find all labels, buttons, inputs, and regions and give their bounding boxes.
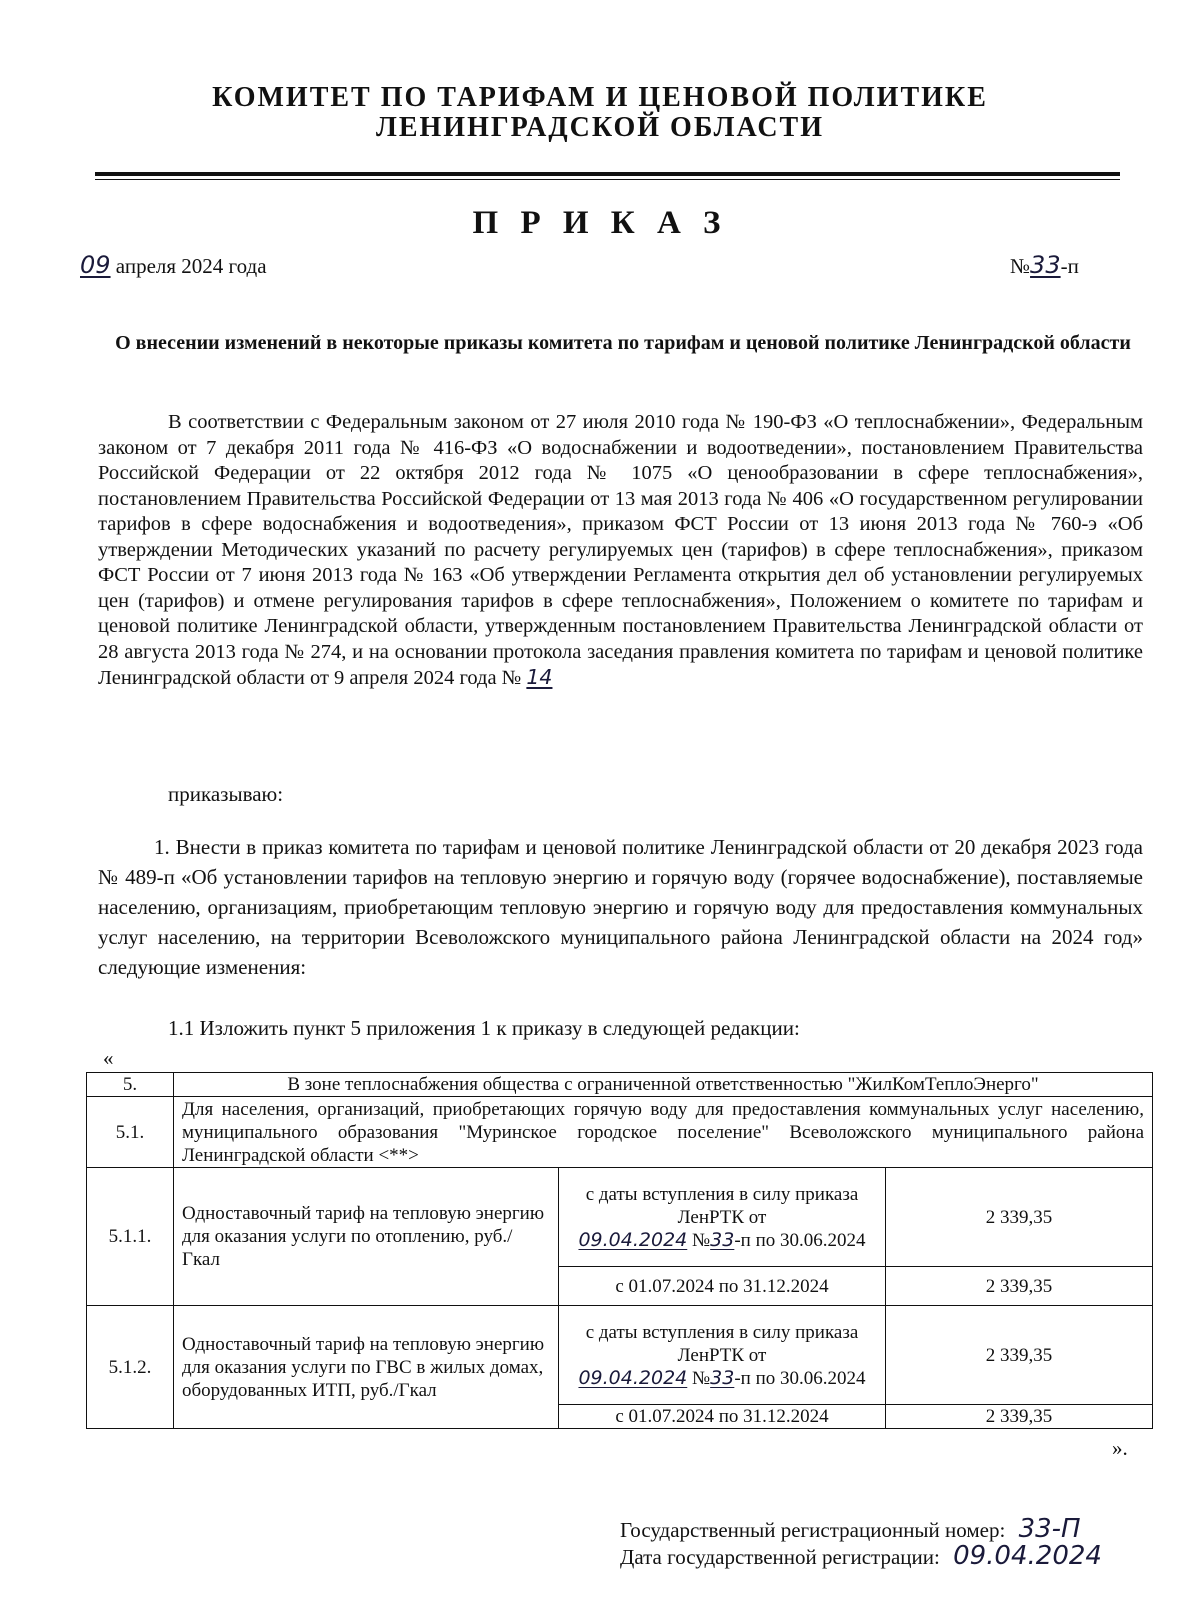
population-number-cell: 5.1.	[87, 1097, 174, 1168]
table-row-population	[87, 1097, 1153, 1168]
handwritten-number: 33	[710, 1366, 735, 1389]
order-date-text: апреля 2024 года	[115, 254, 267, 278]
handwritten-protocol-number: 14	[526, 665, 553, 689]
period-number-sign: №	[692, 1229, 711, 1251]
order-number-suffix: -п	[1060, 254, 1079, 278]
tariff-value-cell: 2 339,35	[886, 1267, 1153, 1306]
tariff-value-cell: 2 339,35	[886, 1168, 1153, 1267]
registration-number	[620, 1515, 1081, 1544]
preamble-paragraph	[98, 410, 1143, 692]
org-name-line1: КОМИТЕТ ПО ТАРИФАМ И ЦЕНОВОЙ ПОЛИТИКЕ	[212, 82, 988, 113]
zone-title-cell: В зоне теплоснабжения общества с ограниченной ответственностью "ЖилКомТеплоЭнерго"	[174, 1073, 1153, 1097]
item-1-1-paragraph: 1.1 Изложить пункт 5 приложения 1 к приказу в следующей редакции:	[168, 1016, 800, 1040]
period-text-start: с даты вступления в силу приказа ЛенРТК от	[585, 1183, 859, 1228]
order-number	[1010, 250, 1079, 281]
handwritten-registration-number: 33-П	[1018, 1514, 1081, 1544]
order-date	[80, 250, 267, 281]
tariff-period-cell	[559, 1168, 886, 1267]
handwritten-order-number: 33	[1030, 251, 1061, 279]
handwritten-number: 33	[710, 1228, 735, 1251]
document-type-title: П Р И К А З	[472, 205, 728, 241]
tariff-period-cell: с 01.07.2024 по 31.12.2024	[559, 1405, 886, 1429]
handwritten-registration-date: 09.04.2024	[953, 1541, 1102, 1571]
tariff-period-cell: с 01.07.2024 по 31.12.2024	[559, 1267, 886, 1306]
period-text-start: с даты вступления в силу приказа ЛенРТК от	[585, 1321, 859, 1366]
tariff-number-cell: 5.1.2.	[87, 1306, 174, 1429]
handwritten-date: 09.04.2024	[578, 1228, 688, 1251]
tariff-number-cell: 5.1.1.	[87, 1168, 174, 1306]
registration-date	[620, 1542, 1102, 1571]
tariff-table	[86, 1072, 1153, 1429]
header-rule-thick	[95, 172, 1120, 176]
opening-quote: «	[103, 1046, 114, 1070]
table-row	[87, 1306, 1153, 1405]
order-word: приказываю:	[168, 782, 284, 806]
item-1-paragraph: 1. Внести в приказ комитета по тарифам и ценовой политике Ленинградской области от 20 декабря 2023 года № 489-п «Об установлении тарифов на тепловую энергию и горячую воду (горячее водоснабжение), поставляемые населению, организациям, приобретающим тепловую энергию и горячую воду для предоставления коммунальных услуг населению, на территории Всеволожского муниципального района Ленинградской области на 2024 год» следующие изменения:	[98, 835, 1143, 979]
header-rule-thin	[95, 179, 1120, 180]
order-number-prefix: №	[1010, 254, 1031, 278]
tariff-name-cell: Одноставочный тариф на тепловую энергию для оказания услуги по ГВС в жилых домах, оборудованных ИТП, руб./Гкал	[174, 1306, 559, 1429]
table-row	[87, 1168, 1153, 1267]
tariff-value-cell: 2 339,35	[886, 1306, 1153, 1405]
preamble-text: В соответствии с Федеральным законом от 27 июля 2010 года № 190-ФЗ «О теплоснабжении», Федеральным законом от 7 декабря 2011 года № 416-ФЗ «О водоснабжении и водоотведении», постановлением Правительства Российской Федерации от 22 октября 2012 года № 1075 «О ценообразовании в сфере теплоснабжения», постановлением Правительства Российской Федерации от 13 мая 2013 года № 406 «О государственном регулировании тарифов в сфере водоснабжения и водоотведения», приказом ФСТ России от 13 июня 2013 года № 760-э «Об утверждении Методических указаний по расчету регулируемых цен (тарифов) в сфере теплоснабжения», приказом ФСТ России от 7 июня 2013 года № 163 «Об утверждении Регламента открытия дел об установлении регулируемых цен (тарифов) и отмене регулирования тарифов в сфере теплоснабжения», Положением о комитете по тарифам и ценовой политике Ленинградской области, утвержденным постановлением Правительства Ленинградской области от 28 августа 2013 года № 274, и на основании протокола заседания правления комитета по тарифам и ценовой политике Ленинградской области от 9 апреля 2024 года №	[98, 411, 1143, 689]
registration-number-label: Государственный регистрационный номер:	[620, 1518, 1006, 1542]
registration-date-label: Дата государственной регистрации:	[620, 1545, 940, 1569]
period-text-end: -п по 30.06.2024	[734, 1229, 866, 1251]
order-subject: О внесении изменений в некоторые приказы комитета по тарифам и ценовой политике Ленинградской области	[115, 332, 1131, 354]
org-name-line2: ЛЕНИНГРАДСКОЙ ОБЛАСТИ	[375, 112, 825, 143]
population-text-cell: Для населения, организаций, приобретающих горячую воду для предоставления коммунальных услуг населению, муниципального образования "Муринское городское поселение" Всеволожского муниципального района Ленинградской области <**>	[174, 1097, 1153, 1168]
zone-number-cell: 5.	[87, 1073, 174, 1097]
handwritten-day: 09	[80, 251, 111, 279]
tariff-period-cell	[559, 1306, 886, 1405]
tariff-value-cell: 2 339,35	[886, 1405, 1153, 1429]
closing-quote: ».	[1112, 1436, 1128, 1460]
period-number-sign: №	[692, 1367, 711, 1389]
table-row-zone	[87, 1073, 1153, 1097]
tariff-name-cell: Одноставочный тариф на тепловую энергию для оказания услуги по отоплению, руб./Гкал	[174, 1168, 559, 1306]
handwritten-date: 09.04.2024	[578, 1366, 688, 1389]
period-text-end: -п по 30.06.2024	[734, 1367, 866, 1389]
